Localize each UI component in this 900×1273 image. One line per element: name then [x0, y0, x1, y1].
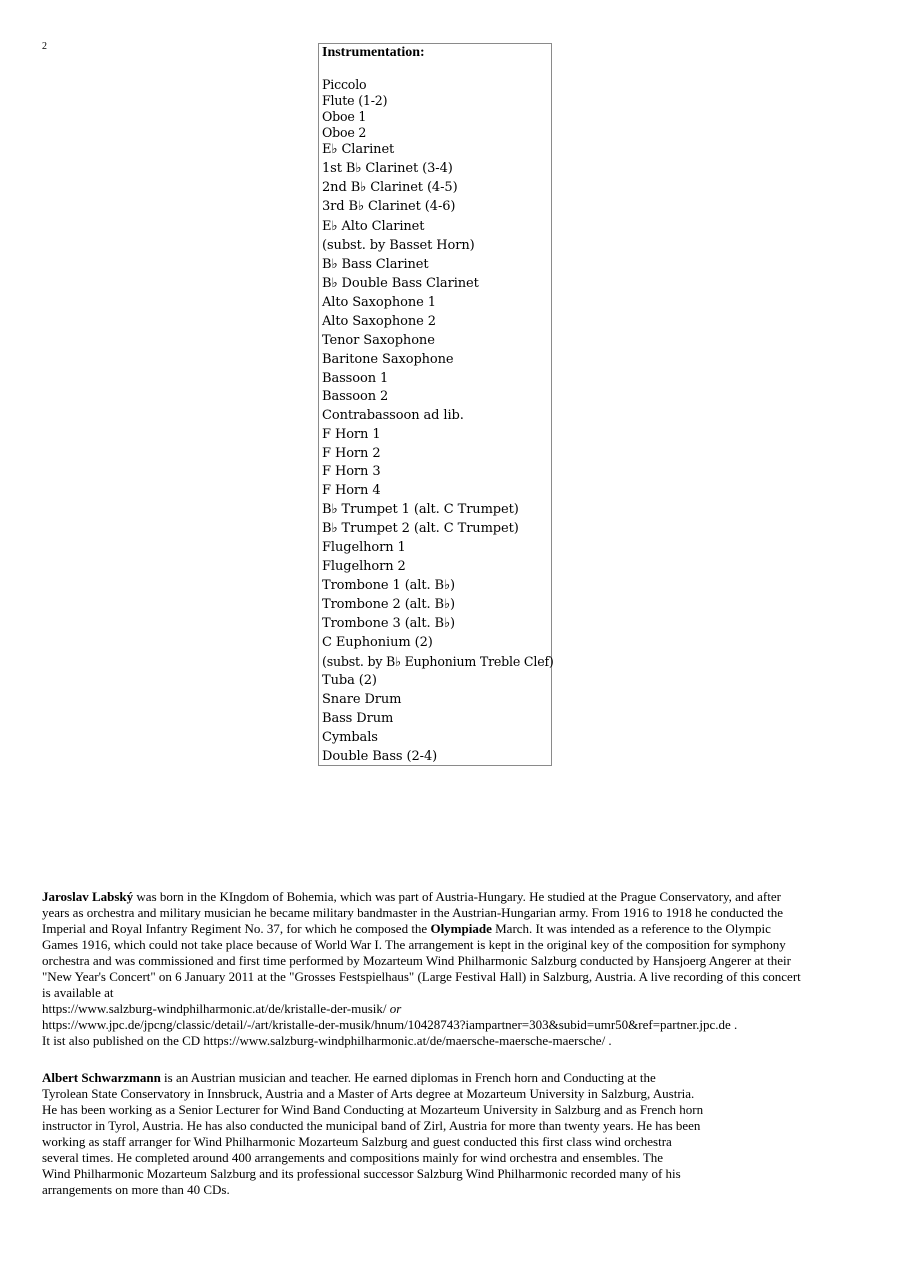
instrument-item: Double Bass (2-4) — [322, 749, 438, 764]
instrument-item: F Horn 4 — [322, 483, 381, 498]
instrumentation-box — [318, 43, 552, 766]
bio-line: years as orchestra and military musician he became military bandmaster in the Austrian-Hungarian army. From 1916 to 1918 he conducted the — [42, 905, 784, 920]
instrument-item: Tuba (2) — [322, 673, 377, 688]
instrument-item: 1st B♭ Clarinet (3-4) — [322, 161, 453, 176]
instrument-item: Flugelhorn 2 — [322, 559, 406, 574]
instrument-item: Piccolo — [322, 77, 367, 92]
instrument-item: Flugelhorn 1 — [322, 540, 406, 555]
bio-line: is available at — [42, 985, 114, 1000]
instrument-item: Flute (1-2) — [322, 93, 388, 108]
instrument-item: 3rd B♭ Clarinet (4-6) — [322, 199, 456, 214]
instrument-item: Oboe 2 — [322, 125, 367, 140]
march-title: Olympiade — [430, 921, 492, 936]
instrument-item: Alto Saxophone 1 — [322, 295, 436, 310]
bio-line: Jaroslav Labský was born in the KIngdom of Bohemia, which was part of Austria-Hungary. He studied at the Prague Conservatory, and after — [42, 889, 781, 904]
instrument-item: E♭ Alto Clarinet — [322, 219, 425, 234]
bio-line: Games 1916, which could not take place because of World War I. The arrangement is kept in the original key of the composition for symphony — [42, 937, 786, 952]
bio-line: It ist also published on the CD https://www.salzburg-windphilharmonic.at/de/maersche-maersche-maersche/ . — [42, 1033, 612, 1048]
bio-line: Tyrolean State Conservatory in Innsbruck, Austria and a Master of Arts degree at Mozarteum University in Salzburg, Austria. — [42, 1086, 695, 1101]
link-salzburg[interactable]: https://www.salzburg-windphilharmonic.at/de/kristalle-der-musik/ — [42, 1001, 390, 1016]
arranger-name: Albert Schwarzmann — [42, 1070, 161, 1085]
instrument-item: 2nd B♭ Clarinet (4-5) — [322, 180, 458, 195]
instrument-item: F Horn 1 — [322, 427, 381, 442]
instrument-item: F Horn 2 — [322, 446, 381, 461]
instrument-item: Bassoon 1 — [322, 371, 389, 386]
bio-line: working as staff arranger for Wind Philharmonic Mozarteum Salzburg and guest conducted this first class wind orchestra — [42, 1134, 672, 1149]
instrument-item: Trombone 1 (alt. B♭) — [322, 578, 456, 593]
instrument-item: B♭ Trumpet 1 (alt. C Trumpet) — [322, 502, 519, 517]
bio-line: instructor in Tyrol, Austria. He has also conducted the municipal band of Zirl, Austria for more than twenty years. He has been — [42, 1118, 701, 1133]
composer-name: Jaroslav Labský — [42, 889, 134, 904]
instrument-item: Tenor Saxophone — [322, 333, 435, 348]
link-jpc[interactable]: https://www.jpc.de/jpcng/classic/detail/-/art/kristalle-der-musik/hnum/10428743?iampartner=303&subid=umr50&ref=partner.jpc.de . — [42, 1017, 738, 1032]
instrument-item: B♭ Bass Clarinet — [322, 257, 429, 272]
instrument-item: B♭ Trumpet 2 (alt. C Trumpet) — [322, 521, 519, 536]
page-number: 2 — [42, 41, 47, 52]
bio-link-line: https://www.salzburg-windphilharmonic.at/de/kristalle-der-musik/ or — [42, 1001, 402, 1016]
instrument-item: Oboe 1 — [322, 109, 367, 124]
instrument-item: Cymbals — [322, 730, 378, 745]
instrument-item: F Horn 3 — [322, 464, 381, 479]
bio-line: He has been working as a Senior Lecturer for Wind Band Conducting at Mozarteum University in Salzburg and as French horn — [42, 1102, 704, 1117]
instrument-item: C Euphonium (2) — [322, 635, 433, 650]
instrument-item: Contrabassoon ad lib. — [322, 408, 464, 423]
instrumentation-title: Instrumentation: — [322, 45, 425, 60]
instrument-item: Snare Drum — [322, 692, 402, 707]
schwarzmann-biography — [42, 1070, 703, 1198]
bio-line: arrangements on more than 40 CDs. — [42, 1182, 230, 1197]
instrument-item: Trombone 2 (alt. B♭) — [322, 597, 456, 612]
bio-line: Wind Philharmonic Mozarteum Salzburg and its professional successor Salzburg Wind Philharmonic recorded many of his — [42, 1166, 681, 1181]
bio-line: several times. He completed around 400 arrangements and compositions mainly for wind orchestra and ensembles. The — [42, 1150, 664, 1165]
instrument-item: Baritone Saxophone — [322, 352, 454, 367]
bio-line: orchestra and was commissioned and first time performed by Mozarteum Wind Philharmonic Salzburg conducted by Hansjoerg Angerer at their — [42, 953, 791, 968]
bio-line: Albert Schwarzmann is an Austrian musician and teacher. He earned diplomas in French horn and Conducting at the — [42, 1070, 656, 1085]
instrument-item: (subst. by B♭ Euphonium Treble Clef) — [322, 654, 554, 669]
instrument-item: (subst. by Basset Horn) — [322, 238, 475, 253]
instrument-item: Alto Saxophone 2 — [322, 314, 436, 329]
bio-line: "New Year's Concert" on 6 January 2011 at the "Grosses Festspielhaus" (Large Festival Hall) in Salzburg, Austria. A live recording of this concert — [42, 969, 801, 984]
instrument-item: Trombone 3 (alt. B♭) — [322, 616, 456, 631]
labsky-biography — [42, 889, 801, 1049]
instrument-item: Bass Drum — [322, 711, 394, 726]
instrument-item: B♭ Double Bass Clarinet — [322, 276, 479, 291]
instrument-item: Bassoon 2 — [322, 389, 389, 404]
instrument-item: E♭ Clarinet — [322, 142, 395, 157]
bio-line: Imperial and Royal Infantry Regiment No. 37, for which he composed the Olympiade March. It was intended as a reference to the Olympic — [42, 921, 771, 936]
